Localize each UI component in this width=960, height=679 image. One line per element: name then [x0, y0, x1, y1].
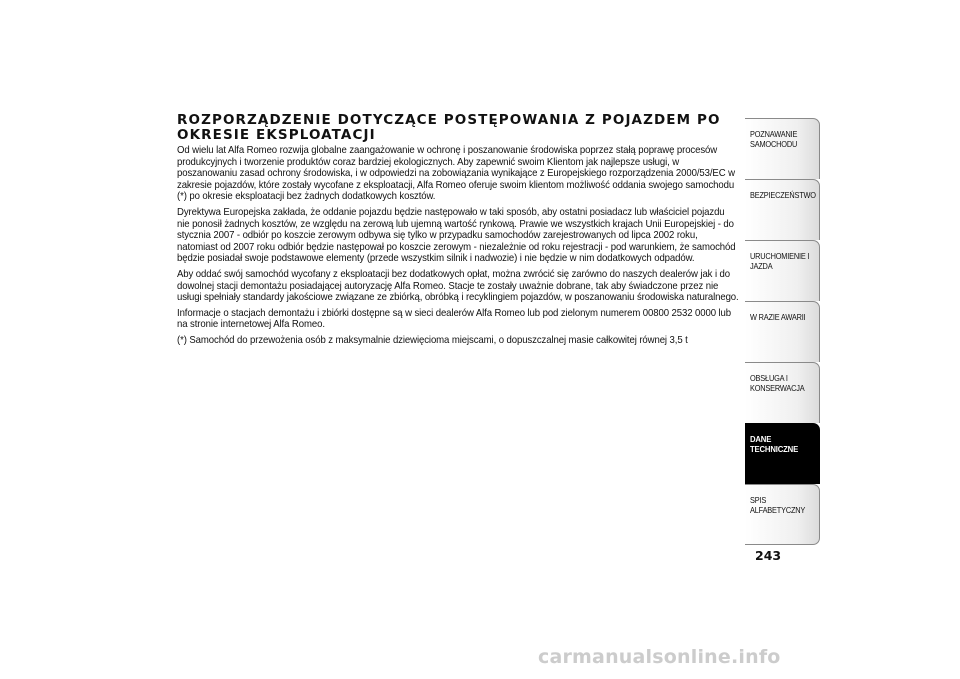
tab-label: URUCHOMIENIE I JAZDA: [750, 252, 810, 271]
tab-obsluga-i-konserwacja[interactable]: [745, 362, 820, 423]
tab-poznawanie-samochodu[interactable]: [745, 118, 820, 179]
chapter-tabs: [745, 118, 820, 545]
tab-uruchomienie-i-jazda[interactable]: [745, 240, 820, 301]
document-content: [177, 113, 739, 351]
paragraph-2: Dyrektywa Europejska zakłada, że oddanie pojazdu będzie następowało w taki sposób, aby ostatni posiadacz lub właściciel pojazdu nie ponosił żadnych kosztów, ze względu na zerową lub ujemną wartość rynkową. Prawie we wszystkich krajach Unii Europejskiej - do stycznia 2007 - odbiór po koszcie zerowym odbywa się tylko w przypadku samochodów zarejestrowanych od lipca 2002 roku, natomiast od 2007 roku odbiór będzie następował po koszcie zerowym - niezależnie od roku rejestracji - pod warunkiem, że samochód będzie posiadał swoje podstawowe elementy (przede wszystkim silnik i nadwozie) i nie będzie w nim dodatkowych odpadów.: [177, 206, 736, 265]
paragraph-4: Informacje o stacjach demontażu i zbiórki dostępne są w sieci dealerów Alfa Romeo lub pod zielonym numerem 00800 2532 0000 lub na stronie internetowej Alfa Romeo.: [177, 307, 732, 331]
tab-label: W RAZIE AWARII: [750, 313, 806, 322]
tab-w-razie-awarii[interactable]: [745, 301, 820, 362]
tab-dane-techniczne[interactable]: [745, 423, 820, 484]
tab-spis-alfabetyczny[interactable]: [745, 484, 820, 545]
footnote: (*) Samochód do przewożenia osób z maksymalnie dziewięcioma miejscami, o dopuszczalnej masie całkowitej równej 3,5 t: [177, 334, 688, 346]
page-number: 243: [755, 548, 782, 563]
tab-label: BEZPIECZEŃSTWO: [750, 191, 816, 200]
tab-bezpieczenstwo[interactable]: [745, 179, 820, 240]
page-title: ROZPORZĄDZENIE DOTYCZĄCE POSTĘPOWANIA Z POJAZDEM PO OKRESIE EKSPLOATACJI: [177, 112, 721, 143]
tab-label: SPIS ALFABETYCZNY: [750, 496, 806, 515]
paragraph-3: Aby oddać swój samochód wycofany z eksploatacji bez dodatkowych opłat, można zwrócić się zarówno do naszych dealerów jak i do dowolnej stacji demontażu posiadającej autoryzację Alfa Romeo. Stacje te zostały uważnie dobrane, tak aby świadczone przez nie usługi spełniały standardy jakościowe związane ze zbiórką, obróbką i recyklingiem pojazdów, w poszanowaniu środowiska naturalnego.: [177, 268, 739, 304]
tab-label: POZNAWANIE SAMOCHODU: [750, 130, 798, 149]
tab-label: DANE TECHNICZNE: [750, 434, 799, 454]
tab-label: OBSŁUGA I KONSERWACJA: [750, 374, 805, 393]
watermark: carmanualsonline.info: [538, 646, 781, 668]
paragraph-1: Od wielu lat Alfa Romeo rozwija globalne zaangażowanie w ochronę i poszanowanie środowiska poprzez stałą poprawę procesów produkcyjnych i tworzenie produktów coraz bardziej ekologicznych. Aby zapewnić swoim Klientom jak najlepsze usługi, w poszanowaniu zasad ochrony środowiska, i w odpowiedzi na zobowiązania wynikające z Europejskiego rozporządzenia 2000/53/EC w zakresie pojazdów, które zostały wycofane z eksploatacji, Alfa Romeo oferuje swoim klientom możliwość oddania swojego samochodu (*) po okresie eksploatacji bez żadnych dodatkowych kosztów.: [177, 145, 735, 203]
